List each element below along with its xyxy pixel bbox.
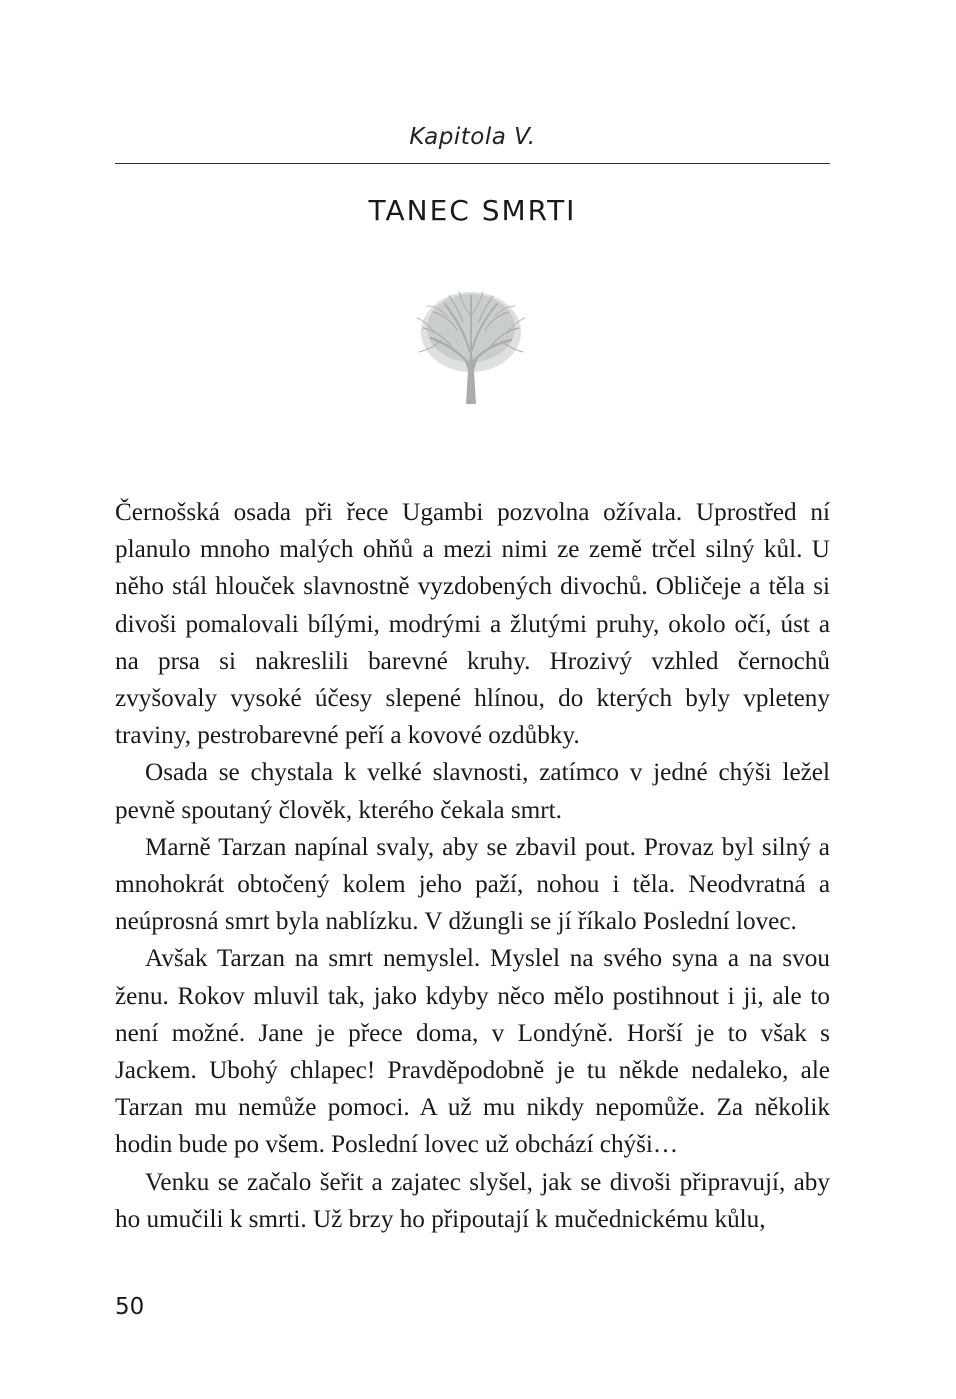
paragraph: Avšak Tarzan na smrt nemyslel. Myslel na svého syna a na svou ženu. Rokov mluvil tak, jako kdyby něco mělo postihnout i ji, ale to není možné. Jane je přece doma, v Londýně. Horší je to však s Jackem. Ubohý chlapec! Pravděpodobně je tu někde nedaleko, ale Tarzan mu nemůže pomoci. A už mu nikdy nepomůže. Za několik hodin bude po všem. Poslední lovec už obchází chýši… xyxy=(115,945,830,1159)
page-number: 50 xyxy=(115,1294,145,1320)
chapter-title: TANEC SMRTI xyxy=(368,194,577,227)
tree-icon xyxy=(411,286,531,406)
tree-ornament-svg xyxy=(411,286,531,406)
paragraph: Osada se chystala k velké slavnosti, zatímco v jedné chýši ležel pevně spoutaný člověk, kterého čekala smrt. xyxy=(115,759,830,824)
body-text xyxy=(115,494,830,1238)
paragraph: Černošská osada při řece Ugambi pozvolna ožívala. Uprostřed ní planulo mnoho malých ohňů a mezi nimi ze země trčel silný kůl. U něho stál hlouček slavnostně vyzdobených divochů. Obličeje a těla si divoši pomalovali bílými, modrými a žlutými pruhy, okolo očí, úst a na prsa si nakreslili barevné kruhy. Hrozivý vzhled černochů zvyšovaly vysoké účesy slepené hlínou, do kterých byly vpleteny traviny, pestrobarevné peří a kovové ozdůbky. xyxy=(115,499,830,750)
chapter-label: Kapitola V. xyxy=(409,124,536,150)
paragraph: Marně Tarzan napínal svaly, aby se zbavil pout. Provaz byl silný a mnohokrát obtočený kolem jeho paží, nohou i těla. Neodvratná a neúprosná smrt byla nablízku. V džungli se jí říkalo Poslední lovec. xyxy=(115,833,830,936)
header-rule xyxy=(115,163,830,164)
paragraph: Venku se začalo šeřit a zajatec slyšel, jak se divoši připravují, aby ho umučili k smrti. Už brzy ho připoutají k mučednickému kůlu, xyxy=(115,1168,830,1233)
